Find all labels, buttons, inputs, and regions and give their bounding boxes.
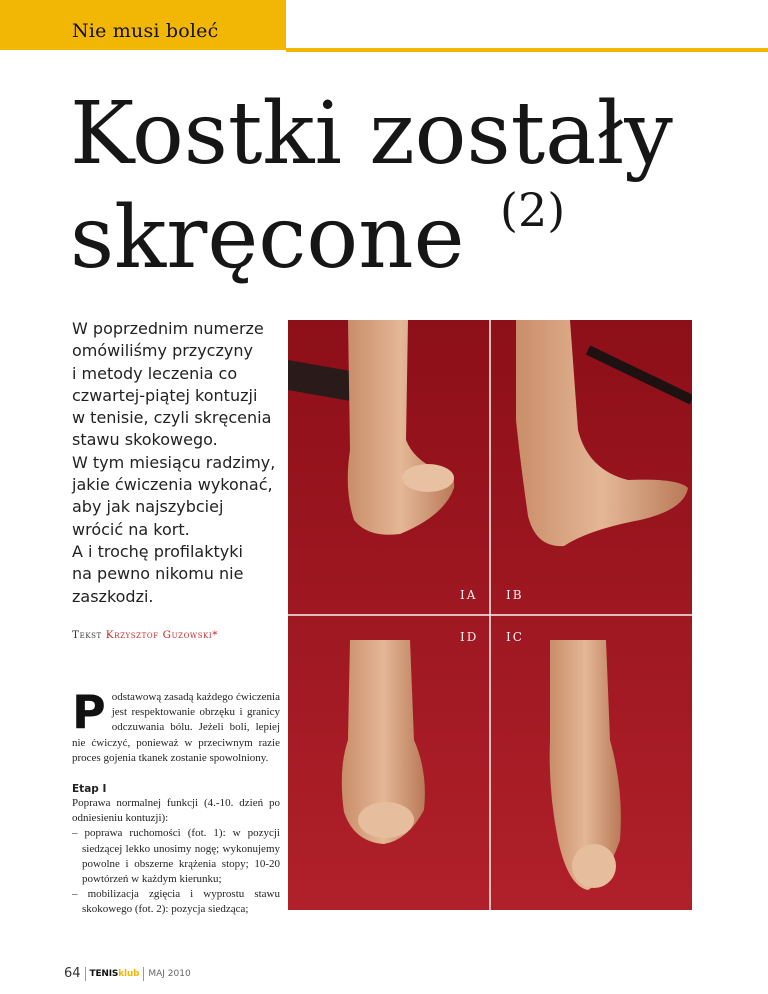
caption-ia: IA — [460, 588, 478, 602]
caption-ib: IB — [506, 588, 524, 602]
section-header — [0, 0, 768, 56]
byline-label: Tekst — [72, 629, 102, 641]
caption-id: ID — [460, 630, 479, 644]
section-rule — [286, 48, 768, 52]
byline-author: Krzysztof Guzowski* — [105, 629, 219, 641]
exercise-photos-illustration — [288, 320, 692, 910]
stage-heading: Etap I — [72, 783, 107, 796]
section-label: Nie musi boleć — [72, 20, 219, 42]
caption-ic: IC — [506, 630, 524, 644]
list-item: – mobilizacja zgięcia i wyprostu stawu skokowego (fot. 2): pozycja siedząca; — [72, 888, 280, 916]
byline — [72, 629, 286, 641]
page-footer — [64, 966, 191, 981]
title-line-1: Kostki zostały — [70, 84, 673, 184]
magazine-logo: TENISklub — [89, 968, 140, 979]
article-lead: W poprzednim numerze omówiliśmy przyczyny i metody leczenia co czwartej-piątej kontuzji w tenisie, czyli skręcenia stawu skokowego. W tym miesiącu radzimy, jakie ćwiczenia wykonać, aby jak najszybciej wrócić na kort. A i trochę profilaktyki na pewno nikomu nie zaszkodzi. — [72, 319, 276, 606]
footer-separator — [85, 967, 86, 981]
footer-separator — [143, 967, 144, 981]
part-number: (2) — [500, 183, 566, 237]
stage-text: Poprawa normalnej funkcji (4.-10. dzień po odniesieniu kontuzji): — [72, 797, 280, 825]
article-title — [70, 82, 760, 290]
page-number: 64 — [64, 966, 81, 981]
issue-date: MAJ 2010 — [148, 968, 191, 979]
title-line-2: skręcone — [70, 188, 465, 288]
intro-paragraph: odstawową zasadą każdego ćwiczenia jest respektowanie obrzęku i granicy odczuwania bólu. Jeżeli boli, lepiej nie ćwiczyć, ponieważ w przeciwnym razie proces gojenia tkanek zostanie spowolniony. — [72, 691, 280, 764]
drop-cap: P — [72, 685, 106, 739]
exercise-photo-grid — [288, 320, 692, 910]
article-body — [72, 685, 280, 918]
list-item: – poprawa ruchomości (fot. 1): w pozycji siedzącej lekko unosimy nogę; wykonujemy powolne i obszerne krążenia stopy; 10-20 powtórzeń w każdym kierunku; — [72, 827, 280, 886]
